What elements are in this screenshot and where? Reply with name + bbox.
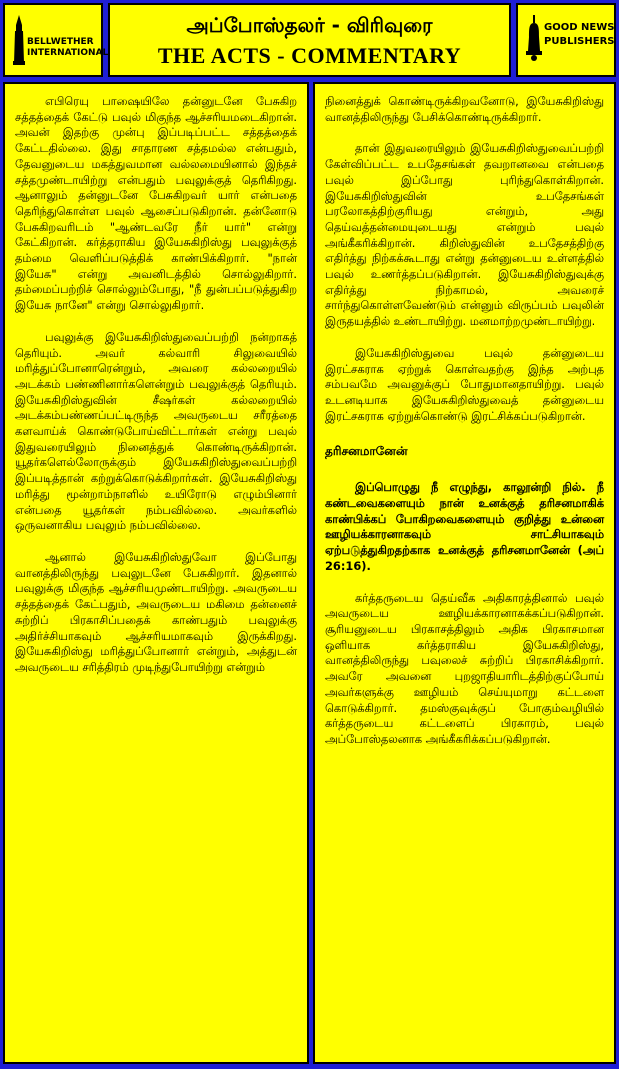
bellwether-logo	[3, 3, 109, 77]
good-news-logo	[516, 3, 616, 77]
paragraph: கர்த்தருடைய தெய்வீக அதிகாரத்தினால் பவுல் அவருடைய ஊழியக்காரனாகக்கப்படுகிறான். சூரியனுடைய பிரகாசத்திலும் அதிக பிரகாசமான ஒளியாக கர்த்தராகிய இயேசுகிறிஸ்து, வானத்திலிருந்து பவுலைச் சுற்றிப் பிரகாசிக்கிறார். அவரே அவனை புறஜாதியாரிடத்திற்குப்போய் அவர்களுக்கு ஊழியம் செய்யுமாறு கட்டளை கொடுக்கிறார். தமஸ்குவுக்குப் போகும்வழியில் கர்த்தருடைய கட்டளைப் பிரகாரம், பவுல் அப்போஸ்தலனாக அங்கீகரிக்கப்படுகிறான்.	[325, 590, 604, 746]
good-news-logo-text: GOOD NEWS PUBLISHERS	[544, 22, 615, 47]
right-column	[313, 82, 616, 1064]
bell-icon	[526, 15, 542, 65]
bellwether-tower-icon	[13, 15, 25, 65]
title-banner	[108, 3, 511, 77]
page-header	[3, 3, 616, 77]
paragraph: எபிரெயு பாஷையிலே தன்னுடனே பேசுகிற சத்தத்தைக் கேட்டு பவுல் மிகுந்த ஆச்சரியமடைகிறான். அவன் இதற்கு முன்பு இப்படிப்பட்ட சத்தத்தைக் கேட்டதில்லை. இது சாதாரண சத்தமல்ல என்பதும், தேவனுடைய மகத்துவமான வல்லமையினால் இந்தச் சத்தமுண்டாயிற்று என்பதும் பவுலுக்குத் தெரிகிறது. ஆனாலும் தன்னுடனே பேசுகிறவர் யார் என்பதை தெரிந்துகொள்ள பவுல் ஆசைப்படுகிறான். தன்னோடு பேசுகிறவரிடம் "ஆண்டவரே நீர் யார்" என்று கேட்கிறான். கர்த்தராகிய இயேசுகிறிஸ்து பவுலுக்குத் தம்மை வெளிப்படுத்திக் காண்பிக்கிறார். "நான் இயேசு" என்று அவனிடத்தில் சொல்லுகிறார். தம்மைப்பற்றிச் சொல்லும்போது, "நீ துன்பப்படுத்துகிற இயேசு நானே" என்று சொல்லுகிறார்.	[15, 94, 297, 313]
paragraph: ஆனால் இயேசுகிறிஸ்துவோ இப்போது வானத்திலிருந்து பவுலுடனே பேசுகிறார். இதனால் பவுலுக்கு மிகுந்த ஆச்சரியமுண்டாயிற்று. அவருடைய சத்தத்தைக் கேட்பதும், அவருடைய மகிமை தன்னைச் சுற்றிப் பிரகாசிப்பதைக் காண்பதும் பவுலுக்கு அதிர்ச்சியாகவும் ஆச்சரியமாகவும் இருக்கிறது. இயேசுகிறிஸ்து மரித்துப்போனார் என்றும், அத்துடன் அவருடைய சரித்திரம் முடிந்துபோயிற்று என்றும்	[15, 549, 297, 674]
page-title-tamil: அப்போஸ்தலர் - விரிவுரை	[186, 13, 433, 37]
paragraph-continuation: நினைத்துக் கொண்டிருக்கிறவனோடு, இயேசுகிறிஸ்து வானத்திலிருந்து பேசிக்கொண்டிருக்கிறார்.	[325, 94, 604, 124]
paragraph: பவுலுக்கு இயேசுகிறிஸ்துவைப்பற்றி நன்றாகத் தெரியும். அவர் கல்வாரி சிலுவையில் மரித்துப்போனாரென்றும், அவரை கல்லறையில் அடக்கம் பண்ணினார்களென்றும் பவுலுக்குத் தெரியும். இயேசுகிறிஸ்துவின் சீஷர்கள் கல்லறையில் அடக்கம்பண்ணப்பட்டிருந்த அவருடைய சரீரத்தை களவாய்க் கொண்டுபோய்விட்டார்கள் என்று பவுல் இதுவரையிலும் நினைத்துக் கொண்டிருக்கிறான். யூதர்களெல்லோருக்கும் இயேசுகிறிஸ்துவைப்பற்றி இப்படித்தான் கற்றுக்கொடுக்கிறார்கள். இயேசுகிறிஸ்து மரித்து மூன்றாம்நாளில் உயிரோடு எழும்பினார் என்பதை யூதர்கள் நம்பவில்லை. அவர்களில் ஒருவனாகிய பவுலும் நம்பவில்லை.	[15, 329, 297, 533]
page-title-english: THE ACTS - COMMENTARY	[157, 43, 462, 68]
paragraph: தான் இதுவரையிலும் இயேசுகிறிஸ்துவைப்பற்றி கேள்விப்பட்ட உபதேசங்கள் தவறானவை என்பதை பவுல் இப்போது புரிந்துகொள்கிறான். இயேசுகிறிஸ்துவின் உபதேசங்கள் பரலோகத்திற்குரியது என்றும், அது தெய்வத்தன்மையுடையது என்றும் பவுல் அங்கீகரிக்கிறான். கிறிஸ்துவின் உபதேசத்திற்கு எதிர்த்து நிற்கக்கூடாது என்று தன்னுடைய உள்ளத்தில் பவுல் உணர்த்தப்படுகிறான். இயேசுகிறிஸ்துவுக்கு எதிர்த்து நிற்காமல், அவரைச் சார்ந்துகொள்ளவேண்டும் என்னும் விருப்பம் பவுலின் இருதயத்தில் உண்டாயிற்று. மனமாற்றமுண்டாயிற்று.	[325, 141, 604, 329]
left-column	[3, 82, 309, 1064]
bellwether-logo-text: BELLWETHER INTERNATIONAL	[27, 37, 109, 58]
paragraph: இயேசுகிறிஸ்துவை பவுல் தன்னுடைய இரட்சகராக ஏற்றுக் கொள்வதற்கு இந்த அற்புத சம்பவமே அவனுக்குப் போதுமானதாயிற்று. பவுல் உடனடியாக இயேசுகிறிஸ்துவைத் தன்னுடைய இரட்சகராக ஏற்றுக்கொண்டு இரட்சிக்கப்படுகிறான்.	[325, 345, 604, 423]
section-heading: தரிசனமானேன்	[325, 444, 408, 459]
scripture-quote: இப்பொழுது நீ எழுந்து, காலூன்றி நில். நீ கண்டவைகளையும் நான் உனக்குத் தரிசனமாகிக் காண்பிக்கப் போகிறவைகளையும் குறித்து உன்னை ஊழியக்காரனாகவும் சாட்சியாகவும் ஏற்படுத்துகிறதற்காக உனக்குத் தரிசனமானேன் (அப் 26:16).	[325, 480, 604, 573]
